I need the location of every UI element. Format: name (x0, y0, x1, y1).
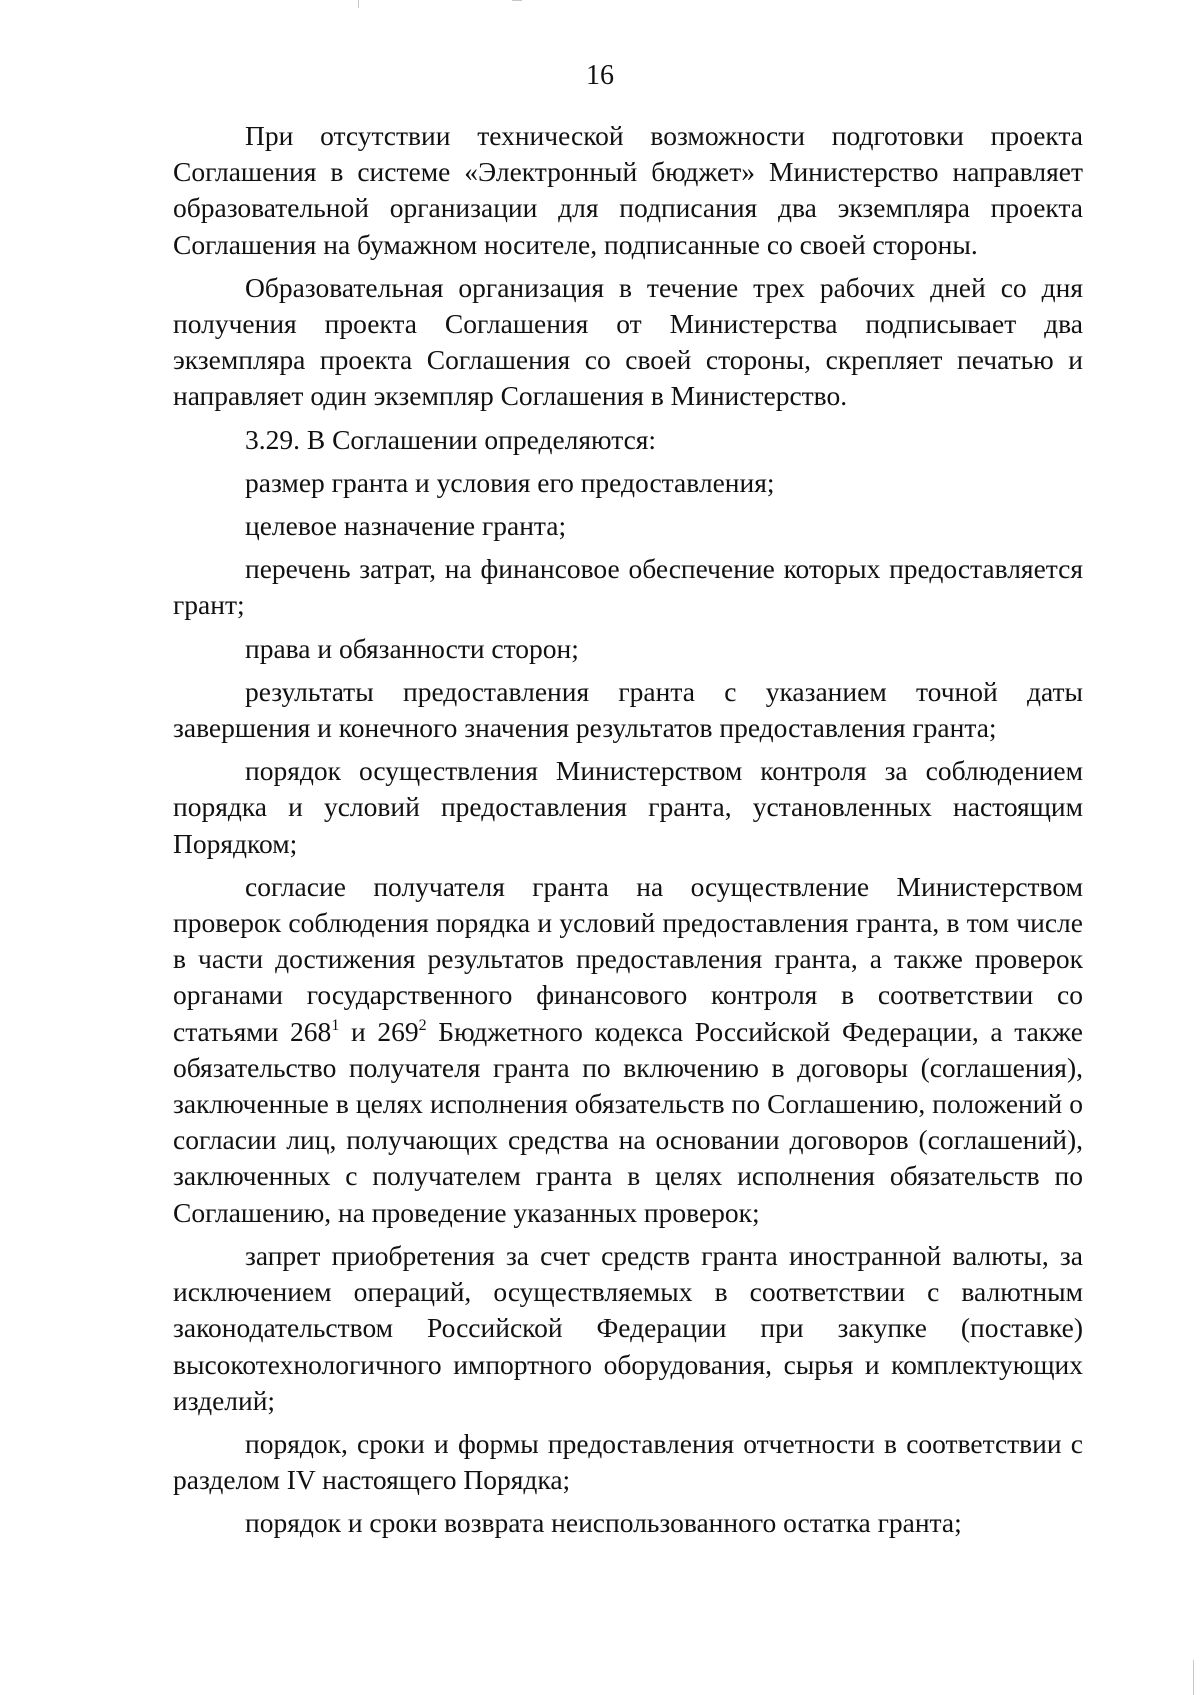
list-item-consent-to-inspections (173, 869, 1083, 1231)
consent-text-part-1: согласие получателя гранта на осуществление Министерством проверок соблюдения порядка и условий предоставления гранта, в том числе в части достижения результатов предоставления гранта, а также проверок органами государственного финансового контроля в соответствии со статьями 268 (173, 870, 1083, 1047)
list-item-refund-of-balance: порядок и сроки возврата неиспользованного остатка гранта; (245, 1507, 962, 1539)
list-item-reporting: порядок, сроки и формы предоставления отчетности в соответствии с разделом IV настоящего Порядка; (173, 1427, 1083, 1496)
list-item-results: результаты предоставления гранта с указанием точной даты завершения и конечного значения результатов предоставления гранта; (173, 675, 1083, 744)
list-item-purpose: целевое назначение гранта; (245, 510, 567, 542)
scan-mark-bottom-right (1193, 1660, 1194, 1695)
paragraph-no-technical-possibility: При отсутствии технической возможности подготовки проекта Соглашения в системе «Электронный бюджет» Министерство направляет образовательной организации для подписания два экземпляра проекта Соглашения на бумажном носителе, подписанные со своей стороны. (173, 120, 1083, 260)
list-item-grant-size: размер гранта и условия его предоставления; (245, 466, 775, 498)
paragraph-organization-signs: Образовательная организация в течение трех рабочих дней со дня получения проекта Соглашения от Министерства подписывает два экземпляра проекта Соглашения со своей стороны, скрепляет печатью и направляет один экземпляр Соглашения в Министерство. (173, 271, 1083, 412)
list-item-rights-obligations: права и обязанности сторон; (245, 632, 579, 664)
document-body (173, 118, 1083, 1542)
scan-mark-top (358, 0, 359, 8)
superscript-2: 2 (418, 1016, 427, 1034)
consent-text-part-2: и 269 (339, 1015, 419, 1047)
list-item-control-procedure: порядок осуществления Министерством контроля за соблюдением порядка и условий предоставления гранта, установленных настоящим Порядком; (173, 755, 1083, 859)
consent-text-part-3: Бюджетного кодекса Российской Федерации, а также обязательство получателя гранта по включению в договоры (соглашения), заключенные в целях исполнения обязательств по Соглашению, положений о согласии лиц, получающих средства на основании договоров (соглашений), заключенных с получателем гранта в целях исполнения обязательств по Соглашению, на проведение указанных проверок; (173, 1015, 1084, 1228)
page-number: 16 (586, 60, 614, 91)
scan-mark-top-right (512, 0, 522, 1)
superscript-1: 1 (331, 1016, 340, 1034)
list-item-expense-list: перечень затрат, на финансовое обеспечение которых предоставляется грант; (173, 553, 1083, 621)
list-item-currency-ban: запрет приобретения за счет средств гранта иностранной валюты, за исключением операций, осуществляемых в соответствии с валютным законодательством Российской Федерации при закупке (поставке) высокотехнологичного импортного оборудования, сырья и комплектующих изделий; (173, 1239, 1083, 1416)
paragraph-3-29-heading: 3.29. В Соглашении определяются: (245, 423, 657, 455)
